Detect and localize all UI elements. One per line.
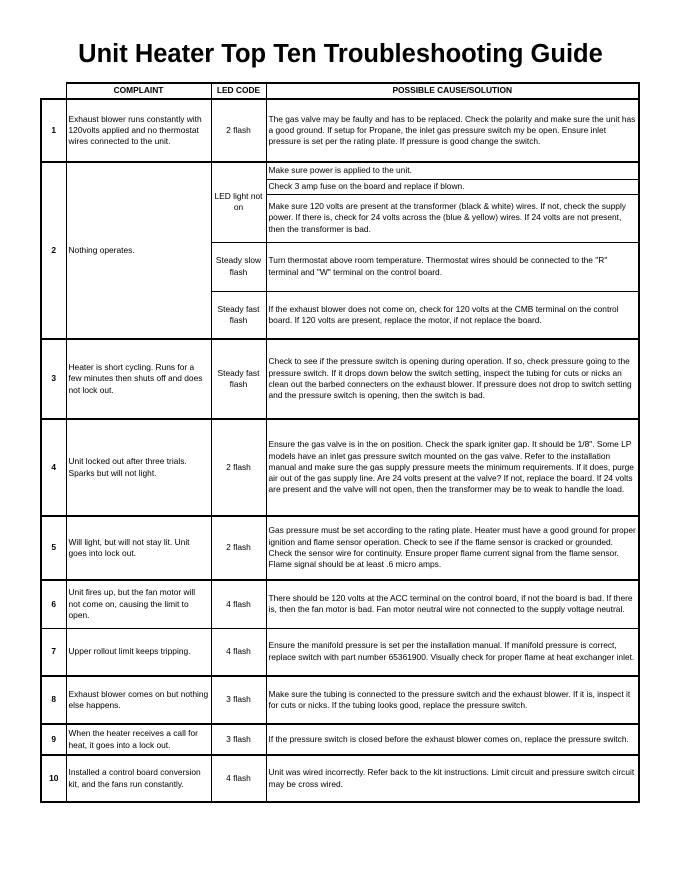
troubleshooting-table (40, 82, 640, 803)
number-column-header (41, 83, 66, 99)
solution-cell: Turn thermostat above room temperature. Thermostat wires should be connected to the "R" terminal and "W" terminal on the control board. (266, 242, 639, 291)
solution-cell: Check 3 amp fuse on the board and replace if blown. (266, 179, 639, 194)
row-number: 6 (41, 580, 66, 628)
led-code-cell: 2 flash (211, 419, 266, 516)
complaint-column-header: COMPLAINT (66, 83, 211, 99)
led-code-cell: 3 flash (211, 724, 266, 755)
led-code-cell: 2 flash (211, 99, 266, 162)
complaint-cell: Exhaust blower comes on but nothing else happens. (66, 676, 211, 724)
complaint-cell: Will light, but will not stay lit. Unit goes into lock out. (66, 516, 211, 580)
complaint-cell: Installed a control board conversion kit, and the fans run constantly. (66, 755, 211, 802)
solution-cell: Check to see if the pressure switch is opening during operation. If so, check pressure going to the pressure switch. If it drops down below the switch setting, inspect the tubing for cuts or nicks an clean out the barbed connecters on the exhaust blower. If pressure does not drop to switch setting and the pressure switch is opening, then the switch is bad. (266, 339, 639, 419)
table-row (41, 755, 639, 802)
header-row (41, 83, 639, 99)
complaint-cell: Upper rollout limit keeps tripping. (66, 628, 211, 676)
table-row (41, 419, 639, 516)
led-code-cell: 4 flash (211, 755, 266, 802)
solution-cell: Make sure 120 volts are present at the transformer (black & white) wires. If not, check the supply power. If there is, check for 24 volts across the (blue & yellow) wires. If 24 volts are not present, then the transformer is bad. (266, 194, 639, 242)
table-row (41, 516, 639, 580)
row-number: 8 (41, 676, 66, 724)
table-row (41, 580, 639, 628)
row-number: 1 (41, 99, 66, 162)
table-row (41, 339, 639, 419)
solution-cell: There should be 120 volts at the ACC terminal on the control board, if not the board is bad. If there is, then the fan motor is bad. Fan motor neutral wire not connected to the supply voltage neutral. (266, 580, 639, 628)
complaint-cell: Heater is short cycling. Runs for a few minutes then shuts off and does not lock out. (66, 339, 211, 419)
solution-cell: The gas valve may be faulty and has to be replaced. Check the polarity and make sure the unit has a good ground. If setup for Propane, the inlet gas pressure switch my be open. Ensure inlet pressure is set per the rating plate. If pressure is good change the switch. (266, 99, 639, 162)
led-code-cell: Steady fast flash (211, 291, 266, 339)
row-number: 9 (41, 724, 66, 755)
solution-cell: Make sure the tubing is connected to the pressure switch and the exhaust blower. If it is, inspect it for cuts or nicks. If the tubing looks good, replace the pressure switch. (266, 676, 639, 724)
table-row (41, 99, 639, 162)
solution-cell: Ensure the manifold pressure is set per the installation manual. If manifold pressure is correct, replace switch with part number 65361900. Visually check for proper flame at heat exchanger inlet. (266, 628, 639, 676)
solution-cell: Make sure power is applied to the unit. (266, 162, 639, 179)
row-number: 10 (41, 755, 66, 802)
led-code-column-header: LED CODE (211, 83, 266, 99)
led-code-cell: Steady fast flash (211, 339, 266, 419)
solution-column-header: POSSIBLE CAUSE/SOLUTION (266, 83, 639, 99)
row-number: 5 (41, 516, 66, 580)
solution-cell: If the exhaust blower does not come on, check for 120 volts at the CMB terminal on the control board. If 120 volts are present, replace the motor, if not replace the board. (266, 291, 639, 339)
solution-cell: Ensure the gas valve is in the on position. Check the spark igniter gap. It should be 1/8". Some LP models have an inlet gas pressure switch mounted on the gas valve. Refer to the installation manual and make sure the gas supply pressure meets the minimum requirements. If it does, purge air out of the gas supply line. Are 24 volts present at the valve? If not, replace the board. If 24 volts are present and the valve will not open, then the transformer may be to weak to handle the load. (266, 419, 639, 516)
complaint-cell: Unit fires up, but the fan motor will not come on, causing the limit to open. (66, 580, 211, 628)
complaint-cell: When the heater receives a call for heat, it goes into a lock out. (66, 724, 211, 755)
led-code-cell: 4 flash (211, 580, 266, 628)
led-code-cell: 3 flash (211, 676, 266, 724)
led-code-cell: Steady slow flash (211, 242, 266, 291)
row-number: 2 (41, 162, 66, 339)
led-code-cell: 4 flash (211, 628, 266, 676)
led-code-cell: LED light not on (211, 162, 266, 242)
page-title: Unit Heater Top Ten Troubleshooting Guide (78, 40, 603, 68)
table-row (41, 676, 639, 724)
row-number: 3 (41, 339, 66, 419)
table-row (41, 628, 639, 676)
row-number: 4 (41, 419, 66, 516)
complaint-cell: Unit locked out after three trials. Sparks but will not light. (66, 419, 211, 516)
complaint-cell: Nothing operates. (66, 162, 211, 339)
row-number: 7 (41, 628, 66, 676)
complaint-cell: Exhaust blower runs constantly with 120volts applied and no thermostat wires connected to the unit. (66, 99, 211, 162)
table-row (41, 162, 639, 179)
solution-cell: Gas pressure must be set according to the rating plate. Heater must have a good ground for proper ignition and flame sensor operation. Check to see if the flame sensor is cracked or grounded. Check the sensor wire for continuity. Ensure proper flame current signal from the flame sensor. Flame signal should be at least .6 micro amps. (266, 516, 639, 580)
led-code-cell: 2 flash (211, 516, 266, 580)
solution-cell: If the pressure switch is closed before the exhaust blower comes on, replace the pressure switch. (266, 724, 639, 755)
table-row (41, 724, 639, 755)
solution-cell: Unit was wired incorrectly. Refer back to the kit instructions. Limit circuit and pressure switch circuit may be cross wired. (266, 755, 639, 802)
